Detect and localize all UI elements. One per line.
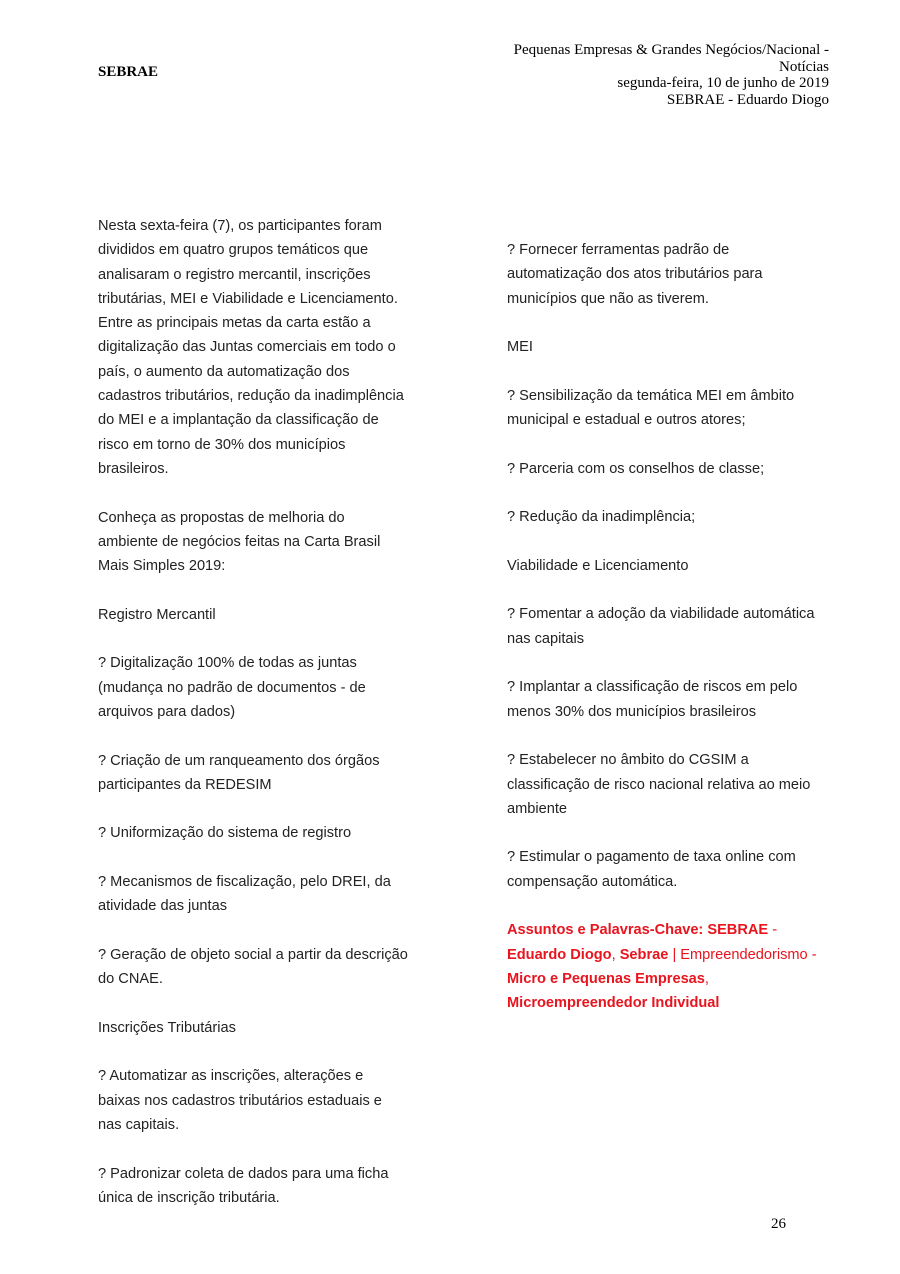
text-line: menos 30% dos municípios brasileiros <box>507 703 757 720</box>
text-line: brasileiros. <box>98 460 169 477</box>
page-number: 26 <box>771 1216 786 1232</box>
paragraph <box>98 1162 438 1211</box>
text-line: do CNAE. <box>98 971 163 988</box>
text-line: ? Redução da inadimplência; <box>507 509 696 526</box>
text-line: ? Parceria com os conselhos de classe; <box>507 460 765 477</box>
text-line: ? Estimular o pagamento de taxa online com <box>507 849 796 866</box>
left-column <box>98 214 438 1234</box>
paragraph <box>98 651 438 724</box>
paragraph <box>507 845 847 894</box>
text-line: Viabilidade e Licenciamento <box>507 557 689 574</box>
keyword-separator: - <box>768 922 778 939</box>
text-line: ? Criação de um ranqueamento dos órgãos <box>98 752 380 769</box>
text-line: cadastros tributários, redução da inadimplência <box>98 388 404 405</box>
author-line: SEBRAE - Eduardo Diogo <box>666 91 829 108</box>
text-line: Mais Simples 2019: <box>98 558 226 575</box>
keyword-link[interactable]: Sebrae <box>619 946 669 963</box>
publication-line: Pequenas Empresas & Grandes Negócios/Nacional - <box>513 42 829 58</box>
text-line: Conheça as propostas de melhoria do <box>98 509 345 526</box>
keyword-line <box>507 943 847 967</box>
text-line: ? Implantar a classificação de riscos em pelo <box>507 679 798 696</box>
paragraph <box>98 506 438 579</box>
paragraph <box>507 602 847 651</box>
text-line: do MEI e a implantação da classificação de <box>98 412 379 429</box>
text-line: ? Mecanismos de fiscalização, pelo DREI, da <box>98 874 391 891</box>
text-line: participantes da REDESIM <box>98 776 272 793</box>
text-line: automatização dos atos tributários para <box>507 266 763 283</box>
text-line: ? Digitalização 100% de todas as juntas <box>98 655 357 672</box>
text-line: Registro Mercantil <box>98 606 216 623</box>
keyword-link[interactable]: Micro e Pequenas Empresas <box>507 970 705 987</box>
text-line: municipal e estadual e outros atores; <box>507 412 746 429</box>
text-line: ? Fornecer ferramentas padrão de <box>507 242 730 258</box>
keyword-link[interactable]: Eduardo Diogo <box>507 946 612 963</box>
text-line: nas capitais. <box>98 1116 180 1133</box>
paragraph <box>98 943 438 992</box>
keyword-line <box>507 991 847 1015</box>
paragraph <box>507 675 847 724</box>
keyword-separator: , <box>611 946 620 963</box>
paragraph <box>507 505 847 529</box>
paragraph <box>507 554 847 578</box>
source-label: SEBRAE <box>98 64 159 80</box>
text-line: arquivos para dados) <box>98 703 236 720</box>
keywords-block <box>507 918 847 1015</box>
text-line: ? Fomentar a adoção da viabilidade automática <box>507 606 815 623</box>
paragraph <box>98 870 438 919</box>
text-line: única de inscrição tributária. <box>98 1189 280 1206</box>
paragraph <box>98 821 438 845</box>
paragraph <box>98 1064 438 1137</box>
text-line: MEI <box>507 339 533 356</box>
text-line: ambiente de negócios feitas na Carta Brasil <box>98 533 381 550</box>
paragraph <box>507 238 847 311</box>
section-line: Notícias <box>779 58 829 75</box>
keyword-separator: | Empreendedorismo - <box>668 946 817 963</box>
text-line: ? Uniformização do sistema de registro <box>98 825 352 842</box>
text-line: nas capitais <box>507 630 585 647</box>
article-header <box>514 42 829 108</box>
text-line: país, o aumento da automatização dos <box>98 363 350 380</box>
date-line: segunda-feira, 10 de junho de 2019 <box>617 75 829 91</box>
text-line: ? Estabelecer no âmbito do CGSIM a <box>507 752 749 769</box>
keyword-line <box>507 967 847 991</box>
text-line: ambiente <box>507 800 568 817</box>
paragraph <box>507 457 847 481</box>
text-line: analisaram o registro mercantil, inscrições <box>98 266 371 283</box>
text-line: ? Sensibilização da temática MEI em âmbito <box>507 387 795 404</box>
text-line: digitalização das Juntas comerciais em todo o <box>98 339 396 356</box>
text-line: municípios que não as tiverem. <box>507 290 709 307</box>
keyword-link[interactable]: Assuntos e Palavras-Chave: SEBRAE <box>507 922 769 939</box>
text-line: baixas nos cadastros tributários estaduais e <box>98 1092 382 1109</box>
text-line: ? Padronizar coleta de dados para uma ficha <box>98 1165 389 1182</box>
text-line: compensação automática. <box>507 873 678 890</box>
text-line: atividade das juntas <box>98 898 227 915</box>
keyword-link[interactable]: Microempreendedor Individual <box>507 995 720 1012</box>
text-line: risco em torno de 30% dos municípios <box>98 436 346 453</box>
paragraph <box>507 384 847 433</box>
text-line: classificação de risco nacional relativa ao meio <box>507 776 811 793</box>
text-line: Entre as principais metas da carta estão a <box>98 315 371 332</box>
paragraph <box>507 748 847 821</box>
paragraph <box>98 214 438 481</box>
keyword-line <box>507 918 847 942</box>
text-line: ? Geração de objeto social a partir da descrição <box>98 946 408 963</box>
paragraph <box>507 335 847 359</box>
text-line: Inscrições Tributárias <box>98 1019 236 1036</box>
text-line: Nesta sexta-feira (7), os participantes foram <box>98 218 382 234</box>
paragraph <box>98 603 438 627</box>
text-line: (mudança no padrão de documentos - de <box>98 679 366 696</box>
text-line: divididos em quatro grupos temáticos que <box>98 242 369 259</box>
text-line: tributárias, MEI e Viabilidade e Licenciamento. <box>98 290 398 307</box>
keyword-separator: , <box>704 970 709 987</box>
right-column <box>507 238 847 1016</box>
paragraph <box>98 749 438 798</box>
paragraph <box>98 1016 438 1040</box>
text-line: ? Automatizar as inscrições, alterações e <box>98 1068 364 1085</box>
